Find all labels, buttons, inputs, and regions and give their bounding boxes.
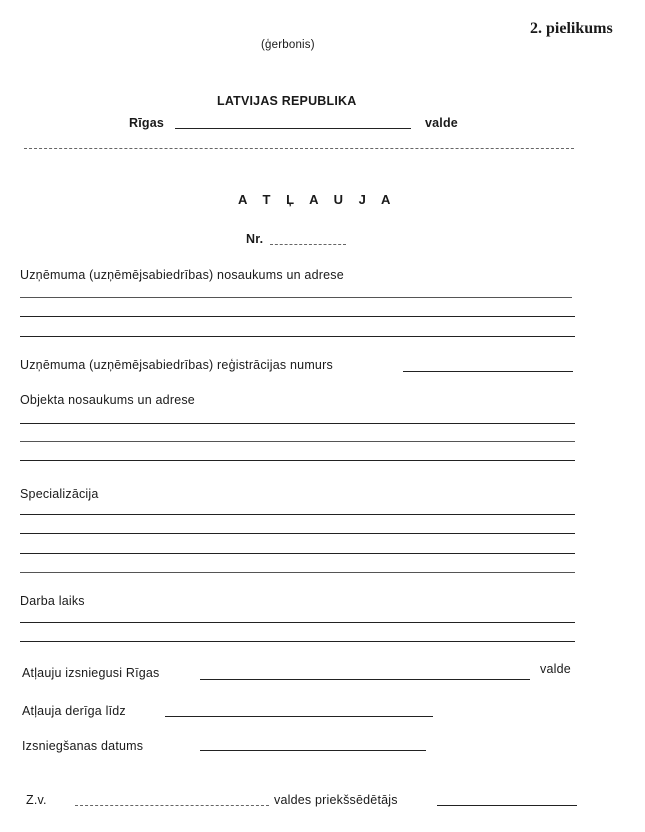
valid-until-label: Atļauja derīga līdz (22, 704, 126, 718)
registration-line[interactable] (403, 371, 573, 372)
specialization-line-2[interactable] (20, 533, 575, 534)
republic-heading: LATVIJAS REPUBLIKA (217, 94, 357, 108)
header-divider (24, 148, 574, 149)
document-title: A T Ļ A U J A (238, 192, 397, 207)
board-label: valde (425, 116, 458, 130)
number-line[interactable] (270, 244, 346, 245)
annex-label: 2. pielikums (530, 20, 613, 37)
company-name-label: Uzņēmuma (uzņēmējsabiedrības) nosaukums un adrese (20, 268, 344, 282)
issued-by-label: Atļauju izsniegusi Rīgas (22, 666, 160, 680)
registration-label: Uzņēmuma (uzņēmējsabiedrības) reģistrācijas numurs (20, 358, 333, 372)
work-hours-line-2[interactable] (20, 641, 575, 642)
object-line-1[interactable] (20, 423, 575, 424)
specialization-line-1[interactable] (20, 514, 575, 515)
chair-label: valdes priekšsēdētājs (274, 793, 398, 807)
signature-line[interactable] (75, 805, 269, 806)
number-label: Nr. (246, 232, 264, 246)
issued-by-line[interactable] (200, 679, 530, 680)
company-line-3[interactable] (20, 336, 575, 337)
city-label: Rīgas (129, 116, 165, 130)
coat-of-arms-placeholder: (ģerbonis) (261, 39, 315, 51)
work-hours-line-1[interactable] (20, 622, 575, 623)
object-line-3[interactable] (20, 460, 575, 461)
company-line-1[interactable] (20, 297, 572, 298)
issued-by-suffix: valde (540, 662, 571, 676)
company-line-2[interactable] (20, 316, 575, 317)
valid-until-line[interactable] (165, 716, 433, 717)
object-label: Objekta nosaukums un adrese (20, 393, 195, 407)
object-line-2[interactable] (20, 441, 575, 442)
chair-name-line[interactable] (437, 805, 577, 806)
specialization-line-3[interactable] (20, 553, 575, 554)
specialization-line-4[interactable] (20, 572, 575, 573)
work-hours-label: Darba laiks (20, 594, 85, 608)
seal-label: Z.v. (26, 793, 47, 807)
issue-date-label: Izsniegšanas datums (22, 739, 144, 753)
issue-date-line[interactable] (200, 750, 426, 751)
board-name-line[interactable] (175, 128, 411, 129)
specialization-label: Specializācija (20, 487, 99, 501)
